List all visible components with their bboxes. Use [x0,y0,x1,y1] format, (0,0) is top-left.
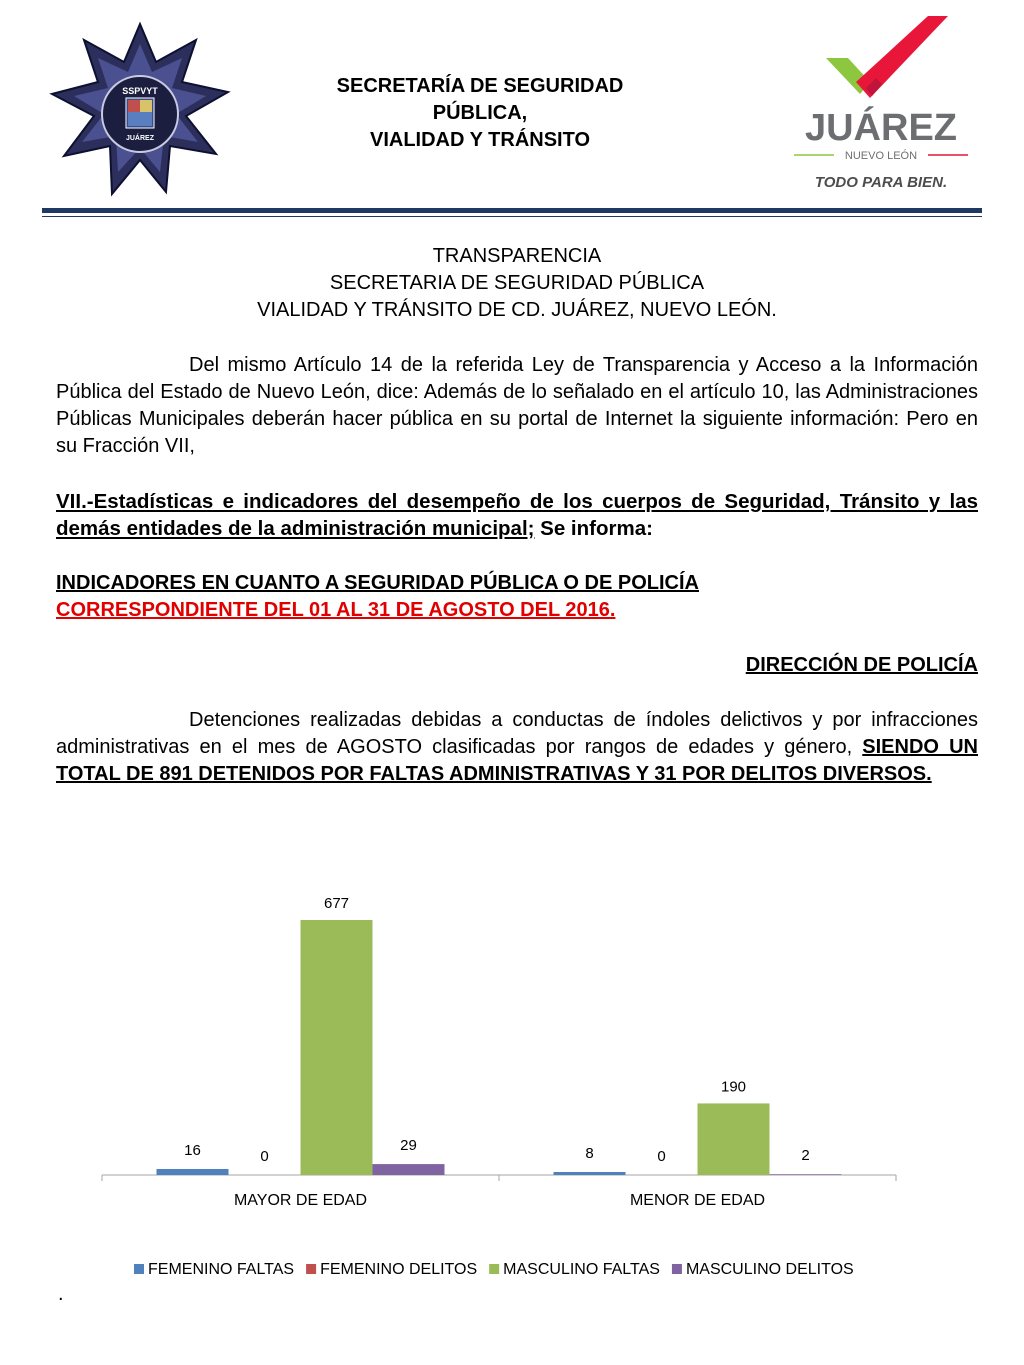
detentions-chart [0,860,1024,1300]
data-label: 0 [260,1148,269,1165]
fraction-vii-tail: Se informa: [534,517,653,540]
detentions-text: Detenciones realizadas debidas a conductas de índoles delictivos y por infracciones administrativas en el mes de AGOSTO clasificadas por rangos de edades y género, [56,709,978,758]
detentions-total: SIENDO UN TOTAL DE 891 DETENIDOS POR FALTAS ADMINISTRATIVAS Y 31 POR DELITOS DIVERSOS. [56,736,978,785]
header-divider-thin [42,216,982,217]
transparency-line-1: TRANSPARENCIA [432,245,602,267]
bar-masculino-faltas [301,920,373,1175]
legend-label: MASCULINO DELITOS [685,1261,854,1278]
bar-masculino-faltas [698,1103,770,1175]
legend-swatch [489,1264,499,1274]
legend-swatch [134,1264,144,1274]
detentions-chart-svg [0,860,1024,1300]
data-label: 16 [184,1141,201,1159]
sspvyt-logo [46,22,234,198]
transparency-line-2: SECRETARIA DE SEGURIDAD PÚBLICA [329,272,705,294]
svg-text:SSPVYT: SSPVYT [122,86,158,96]
data-label: 8 [585,1144,594,1162]
fraction-vii-title: VII.-Estadísticas e indicadores del desempeño de los cuerpos de Seguridad, Tránsito y las demás entidades de la administración municipal; [56,490,978,540]
data-label: 0 [657,1148,666,1165]
bar-femenino-faltas [554,1172,626,1175]
category-label: MAYOR DE EDAD [233,1192,368,1209]
data-label: 677 [323,895,350,912]
legend-label: MASCULINO FALTAS [503,1261,660,1278]
category-label: MENOR DE EDAD [629,1192,766,1209]
svg-text:TODO PARA BIEN.: TODO PARA BIEN. [814,174,948,191]
data-label: 29 [400,1137,417,1155]
header-title-line-2: PÚBLICA, [432,102,528,124]
svg-text:JUÁREZ: JUÁREZ [804,107,958,149]
transparency-line-3: VIALIDAD Y TRÁNSITO DE CD. JUÁREZ, NUEVO LEÓN. [257,299,777,321]
transparency-heading [56,243,978,324]
legend-swatch [672,1264,682,1274]
data-label: 2 [801,1147,810,1165]
bar-masculino-delitos [770,1174,842,1175]
data-label: 190 [720,1078,747,1096]
bar-femenino-faltas [157,1169,229,1175]
svg-text:NUEVO LEÓN: NUEVO LEÓN [844,150,918,162]
intro-paragraph [56,352,978,460]
header-divider [42,208,982,213]
fraction-vii [56,488,978,542]
indicators-heading [56,570,978,624]
indicators-title: INDICADORES EN CUANTO A SEGURIDAD PÚBLICA O DE POLICÍA [56,572,699,594]
header-title [250,73,710,154]
direction-title: DIRECCIÓN DE POLICÍA [745,654,978,676]
footer-dot: . [58,1283,64,1305]
legend-label: FEMENINO FALTAS [148,1261,295,1278]
indicators-period: CORRESPONDIENTE DEL 01 AL 31 DE AGOSTO DEL 2016. [56,599,616,621]
intro-paragraph-text: Del mismo Artículo 14 de la referida Ley de Transparencia y Acceso a la Información Pública del Estado de Nuevo León, dice: Además de lo señalado en el artículo 10, las Administraciones Públicas Municipales deberán hacer pública en su portal de Internet la siguiente información: Pero en su Fracción VII, [56,354,978,457]
legend-label: FEMENINO DELITOS [320,1261,478,1278]
header-title-line-3: VIALIDAD Y TRÁNSITO [369,129,591,151]
juarez-logo [786,12,976,202]
detentions-paragraph [56,707,978,788]
legend-swatch [306,1264,316,1274]
bar-masculino-delitos [373,1164,445,1175]
header-title-line-1: SECRETARÍA DE SEGURIDAD [336,75,624,97]
svg-text:JUÁREZ: JUÁREZ [125,135,155,142]
